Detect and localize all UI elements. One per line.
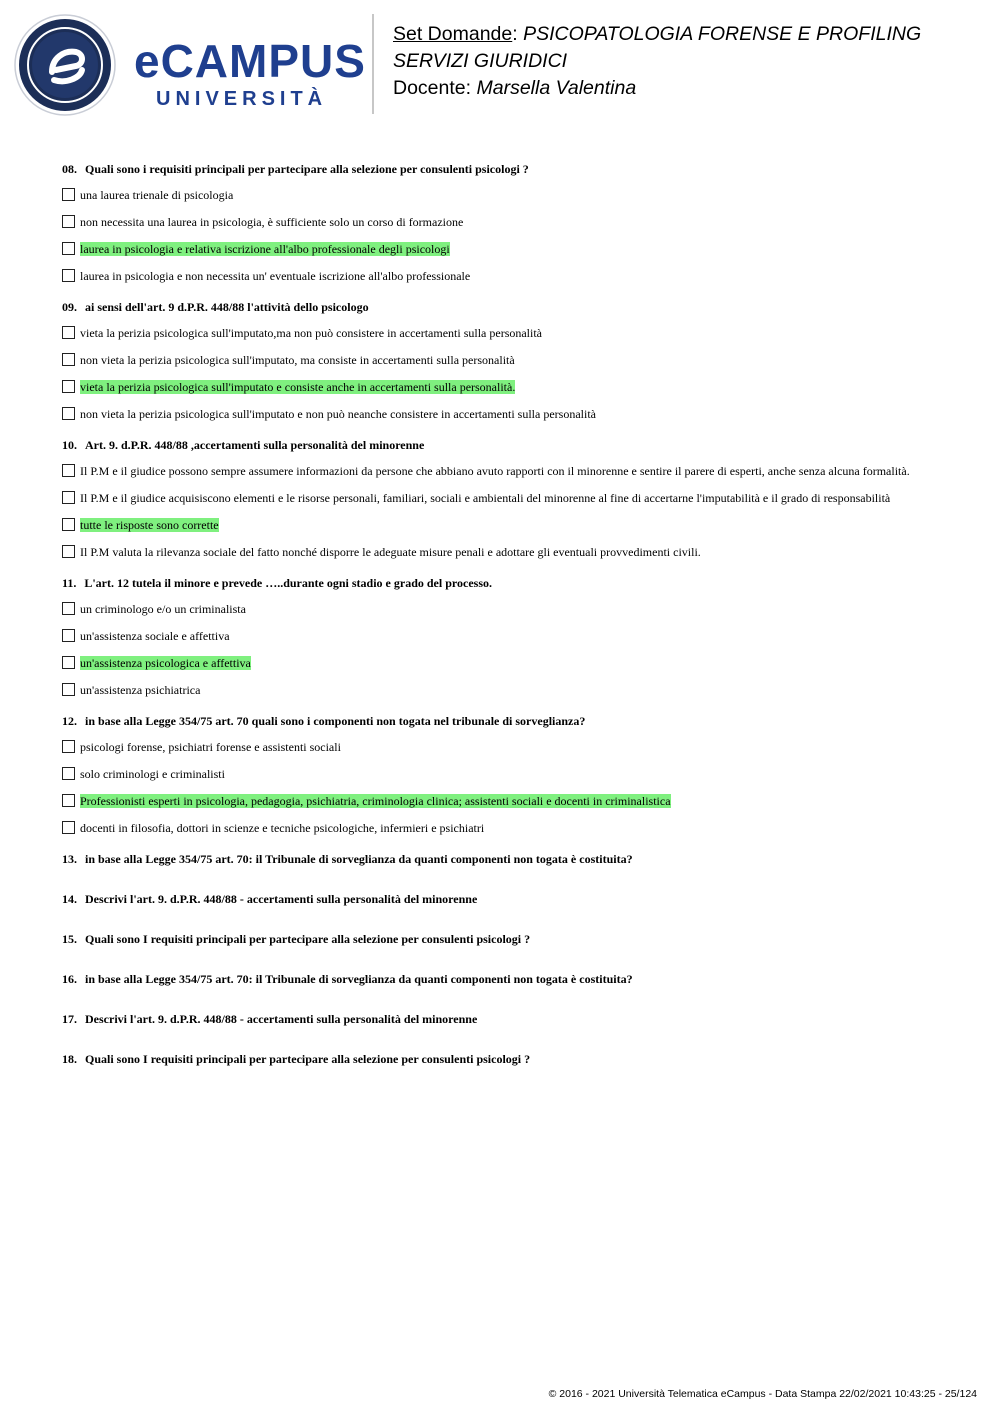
question-number: 16.	[62, 972, 77, 986]
question-block	[62, 299, 942, 422]
answer-checkbox[interactable]	[62, 380, 75, 393]
teacher-name: Marsella Valentina	[476, 77, 637, 99]
answer-checkbox[interactable]	[62, 821, 75, 834]
set-title: PSICOPATOLOGIA FORENSE E PROFILING	[523, 23, 922, 45]
answer-text: vieta la perizia psicologica sull'imputato,ma non può consistere in accertamenti sulla personalità	[80, 326, 543, 340]
answer-option[interactable]	[62, 325, 942, 341]
question-number: 09.	[62, 300, 77, 314]
open-question	[62, 1011, 942, 1027]
question-number: 13.	[62, 852, 77, 866]
answer-option[interactable]	[62, 241, 942, 257]
ecampus-logo	[134, 35, 366, 111]
answer-option[interactable]	[62, 463, 942, 479]
ecampus-emblem-icon	[14, 14, 116, 116]
answer-checkbox[interactable]	[62, 242, 75, 255]
teacher-line	[393, 75, 983, 102]
answer-checkbox[interactable]	[62, 602, 75, 615]
answer-checkbox[interactable]	[62, 353, 75, 366]
question-text: Quali sono I requisiti principali per partecipare alla selezione per consulenti psicologi ?	[85, 1052, 531, 1066]
answer-text: docenti in filosofia, dottori in scienze e tecniche psicologiche, infermieri e psichiatri	[80, 821, 485, 835]
answer-checkbox[interactable]	[62, 326, 75, 339]
answer-checkbox[interactable]	[62, 407, 75, 420]
answer-option[interactable]	[62, 352, 942, 368]
question-number: 14.	[62, 892, 77, 906]
set-title-line-2: SERVIZI GIURIDICI	[393, 50, 568, 72]
answer-checkbox[interactable]	[62, 188, 75, 201]
answer-checkbox[interactable]	[62, 794, 75, 807]
answer-text-correct: laurea in psicologia e relativa iscrizione all'albo professionale degli psicologi	[80, 242, 450, 256]
answer-option[interactable]	[62, 544, 942, 560]
open-question	[62, 971, 942, 987]
question-number: 08.	[62, 162, 77, 176]
answer-option[interactable]	[62, 682, 942, 698]
logo-brand: eCAMPUS	[134, 35, 366, 87]
question-text: in base alla Legge 354/75 art. 70 quali sono i componenti non togata nel tribunale di sorveglianza?	[85, 714, 586, 728]
answer-text: laurea in psicologia e non necessita un' eventuale iscrizione all'albo professionale	[80, 269, 471, 283]
answer-text: un'assistenza psichiatrica	[80, 683, 201, 697]
answer-checkbox[interactable]	[62, 215, 75, 228]
question-text: in base alla Legge 354/75 art. 70: il Tribunale di sorveglianza da quanti componenti non togata è costituita?	[85, 972, 633, 986]
question-text: ai sensi dell'art. 9 d.P.R. 448/88 l'attività dello psicologo	[85, 300, 369, 314]
answer-option[interactable]	[62, 793, 942, 809]
question-text: Art. 9. d.P.R. 448/88 ,accertamenti sulla personalità del minorenne	[85, 438, 425, 452]
question-text: Descrivi l'art. 9. d.P.R. 448/88 - accertamenti sulla personalità del minorenne	[85, 892, 478, 906]
answer-option[interactable]	[62, 739, 942, 755]
question-text: Quali sono I requisiti principali per partecipare alla selezione per consulenti psicologi ?	[85, 932, 531, 946]
teacher-label: Docente:	[393, 77, 472, 99]
answer-option[interactable]	[62, 601, 942, 617]
open-question	[62, 851, 942, 867]
header-divider	[372, 14, 374, 114]
answer-text-correct: Professionisti esperti in psicologia, pedagogia, psichiatria, criminologia clinica; assistenti sociali e docenti in criminalistica	[80, 794, 671, 808]
answer-text: solo criminologi e criminalisti	[80, 767, 225, 781]
answer-text: non vieta la perizia psicologica sull'imputato e non può neanche consistere in accertamenti sulla personalità	[80, 407, 596, 421]
question-text: L'art. 12 tutela il minore e prevede …..durante ogni stadio e grado del processo.	[84, 576, 492, 590]
answer-text-correct: vieta la perizia psicologica sull'imputato e consiste anche in accertamenti sulla personalità.	[80, 380, 516, 394]
question-block	[62, 161, 942, 284]
question-number: 18.	[62, 1052, 77, 1066]
answer-text: Il P.M e il giudice possono sempre assumere informazioni da persone che abbiano avuto rapporti con il minorenne e sentire il parere di esperti, anche senza alcuna formalità.	[80, 464, 910, 478]
answer-option[interactable]	[62, 490, 942, 506]
page-footer: © 2016 - 2021 Università Telematica eCampus - Data Stampa 22/02/2021 10:43:25 - 25/124	[548, 1388, 977, 1400]
question-number: 10.	[62, 438, 77, 452]
set-label: Set Domande	[393, 23, 513, 45]
set-title-line-1: Set Domande: PSICOPATOLOGIA FORENSE E PROFILING	[393, 23, 922, 45]
answer-option[interactable]	[62, 517, 942, 533]
question-block	[62, 713, 942, 836]
question-number: 15.	[62, 932, 77, 946]
question-title	[62, 161, 942, 177]
answer-option[interactable]	[62, 406, 942, 422]
answer-text-correct: tutte le risposte sono corrette	[80, 518, 219, 532]
question-text: Quali sono i requisiti principali per partecipare alla selezione per consulenti psicologi ?	[85, 162, 529, 176]
question-text: Descrivi l'art. 9. d.P.R. 448/88 - accertamenti sulla personalità del minorenne	[85, 1012, 478, 1026]
question-title	[62, 437, 942, 453]
question-block	[62, 437, 942, 560]
answer-checkbox[interactable]	[62, 740, 75, 753]
answer-checkbox[interactable]	[62, 629, 75, 642]
header-info	[393, 21, 983, 102]
answer-checkbox[interactable]	[62, 767, 75, 780]
answer-checkbox[interactable]	[62, 518, 75, 531]
answer-option[interactable]	[62, 655, 942, 671]
answer-text: non vieta la perizia psicologica sull'imputato, ma consiste in accertamenti sulla personalità	[80, 353, 515, 367]
open-question	[62, 931, 942, 947]
open-question	[62, 1051, 942, 1067]
logo-subtitle: UNIVERSITÀ	[156, 88, 328, 110]
answer-option[interactable]	[62, 820, 942, 836]
question-number: 11.	[62, 576, 77, 590]
answer-text: Il P.M valuta la rilevanza sociale del fatto nonché disporre le adeguate misure penali e adottare gli eventuali provvedimenti civili.	[80, 545, 701, 559]
answer-option[interactable]	[62, 214, 942, 230]
question-text: in base alla Legge 354/75 art. 70: il Tribunale di sorveglianza da quanti componenti non togata è costituita?	[85, 852, 633, 866]
question-number: 12.	[62, 714, 77, 728]
answer-text: non necessita una laurea in psicologia, è sufficiente solo un corso di formazione	[80, 215, 464, 229]
answer-checkbox[interactable]	[62, 656, 75, 669]
answer-checkbox[interactable]	[62, 269, 75, 282]
open-question	[62, 891, 942, 907]
answer-text: una laurea trienale di psicologia	[80, 188, 234, 202]
question-block	[62, 575, 942, 698]
answer-checkbox[interactable]	[62, 464, 75, 477]
question-number: 17.	[62, 1012, 77, 1026]
answer-option[interactable]	[62, 628, 942, 644]
answer-text: Il P.M e il giudice acquisiscono elementi e le risorse personali, familiari, sociali e ambientali del minorenne al fine di accertarne l'imputabilità e il grado di responsabilità	[80, 491, 891, 505]
question-title	[62, 713, 942, 729]
question-title	[62, 299, 942, 315]
answer-checkbox[interactable]	[62, 683, 75, 696]
answer-option[interactable]	[62, 268, 942, 284]
answer-text-correct: un'assistenza psicologica e affettiva	[80, 656, 251, 670]
answer-text: psicologi forense, psichiatri forense e assistenti sociali	[80, 740, 341, 754]
answer-text: un'assistenza sociale e affettiva	[80, 629, 230, 643]
answer-option[interactable]	[62, 187, 942, 203]
question-title	[62, 575, 942, 591]
answer-text: un criminologo e/o un criminalista	[80, 602, 246, 616]
answer-checkbox[interactable]	[62, 545, 75, 558]
answer-option[interactable]	[62, 379, 942, 395]
answer-checkbox[interactable]	[62, 491, 75, 504]
page-header	[0, 0, 1000, 130]
question-list	[62, 161, 942, 1091]
answer-option[interactable]	[62, 766, 942, 782]
